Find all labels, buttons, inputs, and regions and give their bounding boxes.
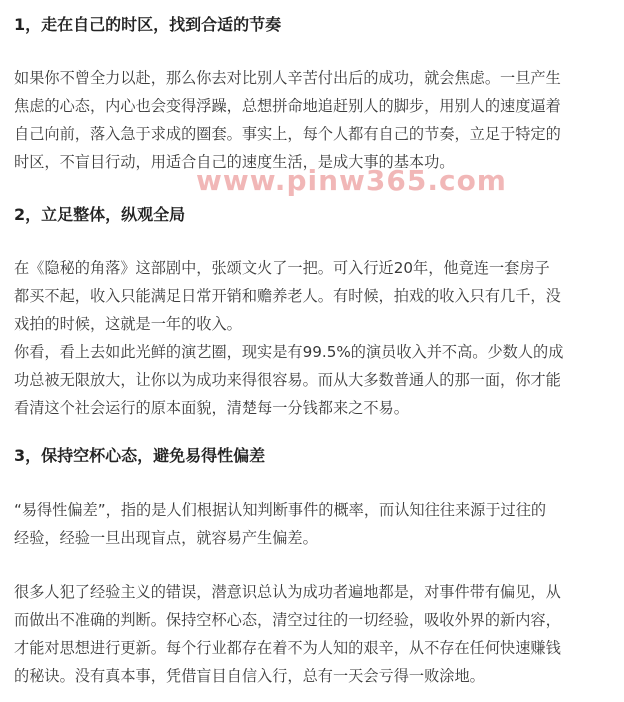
section-1-paragraph <box>14 64 614 176</box>
paragraph-line: 的秘诀。没有真本事，凭借盲目自信入行，总有一天会亏得一败涂地。 <box>14 667 485 685</box>
paragraph-line: 才能对思想进行更新。每个行业都存在着不为人知的艰辛，从不存在任何快速赚钱 <box>14 639 561 657</box>
paragraph-line: 焦虑的心态，内心也会变得浮躁，总想拼命地追赶别人的脚步，用别人的速度逼着 <box>14 97 561 115</box>
paragraph-line: 戏拍的时候，这就是一年的收入。 <box>14 315 242 333</box>
paragraph-line: 而做出不准确的判断。保持空杯心态，清空过往的一切经验，吸收外界的新内容， <box>14 611 561 629</box>
watermark: www.pinw365.com <box>196 164 507 197</box>
paragraph-line: 时区，不盲目行动，用适合自己的速度生活，是成大事的基本功。 <box>14 153 455 171</box>
paragraph-line: “易得性偏差”，指的是人们根据认知判断事件的概率，而认知往往来源于过往的 <box>14 501 547 519</box>
paragraph-line: 很多人犯了经验主义的错误，潜意识总认为成功者遍地都是，对事件带有偏见，从 <box>14 583 561 601</box>
paragraph-line: 功总被无限放大，让你以为成功来得很容易。而从大多数普通人的那一面，你才能 <box>14 371 561 389</box>
paragraph-line: 你看，看上去如此光鲜的演艺圈，现实是有99.5%的演员收入并不高。少数人的成 <box>14 343 564 361</box>
paragraph-line: 看清这个社会运行的原本面貌，清楚每一分钱都来之不易。 <box>14 399 409 417</box>
section-1-heading: 1，走在自己的时区，找到合适的节奏 <box>14 15 282 34</box>
section-3-heading: 3，保持空杯心态，避免易得性偏差 <box>14 446 266 465</box>
paragraph-line: 经验，经验一旦出现盲点，就容易产生偏差。 <box>14 529 318 547</box>
paragraph-line: 都买不起，收入只能满足日常开销和赡养老人。有时候，拍戏的收入只有几千，没 <box>14 287 561 305</box>
paragraph-line: 自己向前，落入急于求成的圈套。事实上，每个人都有自己的节奏，立足于特定的 <box>14 125 561 143</box>
section-2-heading: 2，立足整体，纵观全局 <box>14 205 186 224</box>
paragraph-line: 在《隐秘的角落》这部剧中，张颂文火了一把。可入行近20年，他竟连一套房子 <box>14 259 550 277</box>
section-3-paragraph-2 <box>14 578 614 690</box>
paragraph-line: 如果你不曾全力以赴，那么你去对比别人辛苦付出后的成功，就会焦虑。一旦产生 <box>14 69 561 87</box>
section-2-paragraph <box>14 254 614 422</box>
section-3-paragraph-1 <box>14 496 614 552</box>
